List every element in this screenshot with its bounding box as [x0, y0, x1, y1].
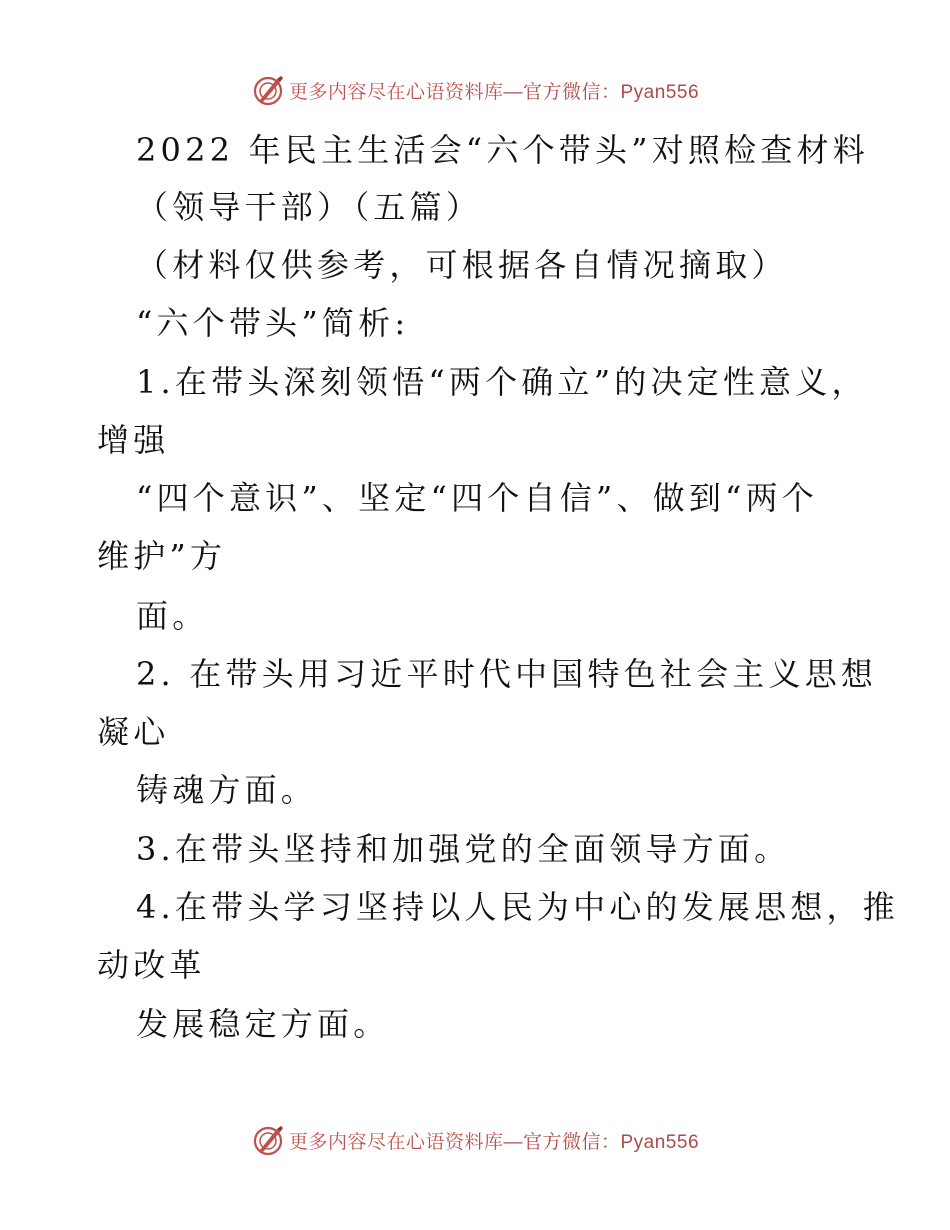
doc-item-1-line-3: “四个意识”、坚定“四个自信”、做到“两个	[136, 479, 818, 517]
doc-item-4-line-2: 动改革	[97, 946, 206, 984]
watermark-text-b: —官方微信：Pyan556	[503, 81, 700, 103]
doc-item-2-line-1: 2. 在带头用习近平时代中国特色社会主义思想	[136, 655, 878, 693]
doc-section-heading: “六个带头”简析:	[136, 304, 410, 342]
pen-logo-icon	[251, 1123, 285, 1157]
doc-item-1-line-5: 面。	[136, 597, 209, 635]
doc-item-1-line-4: 维护”方	[97, 537, 227, 575]
doc-title-line-1: 2022 年民主生活会“六个带头”对照检查材料	[136, 131, 869, 169]
pen-logo-icon	[251, 73, 285, 107]
doc-item-2-line-3: 铸魂方面。	[136, 771, 318, 809]
watermark-text-a: 更多内容尽在心语资料库	[288, 1130, 504, 1153]
watermark-text	[289, 1127, 699, 1154]
doc-item-1-line-2: 增强	[97, 421, 170, 459]
doc-item-3: 3.在带头坚持和加强党的全面领导方面。	[136, 830, 791, 868]
doc-note: （材料仅供参考，可根据各自情况摘取）	[136, 246, 788, 284]
doc-item-4-line-3: 发展稳定方面。	[136, 1005, 390, 1043]
doc-item-2-line-2: 凝心	[97, 713, 170, 751]
doc-item-1-line-1: 1.在带头深刻领悟“两个确立”的决定性意义，	[136, 363, 868, 401]
watermark-text-b: —官方微信：Pyan556	[503, 1131, 700, 1153]
footer-watermark	[0, 1120, 950, 1160]
doc-title-line-2: （领导干部）（五篇）	[136, 188, 483, 226]
doc-item-4-line-1: 4.在带头学习坚持以人民为中心的发展思想，推	[136, 888, 899, 926]
watermark-text	[289, 77, 699, 104]
watermark-text-a: 更多内容尽在心语资料库	[288, 80, 504, 103]
header-watermark	[0, 70, 950, 110]
